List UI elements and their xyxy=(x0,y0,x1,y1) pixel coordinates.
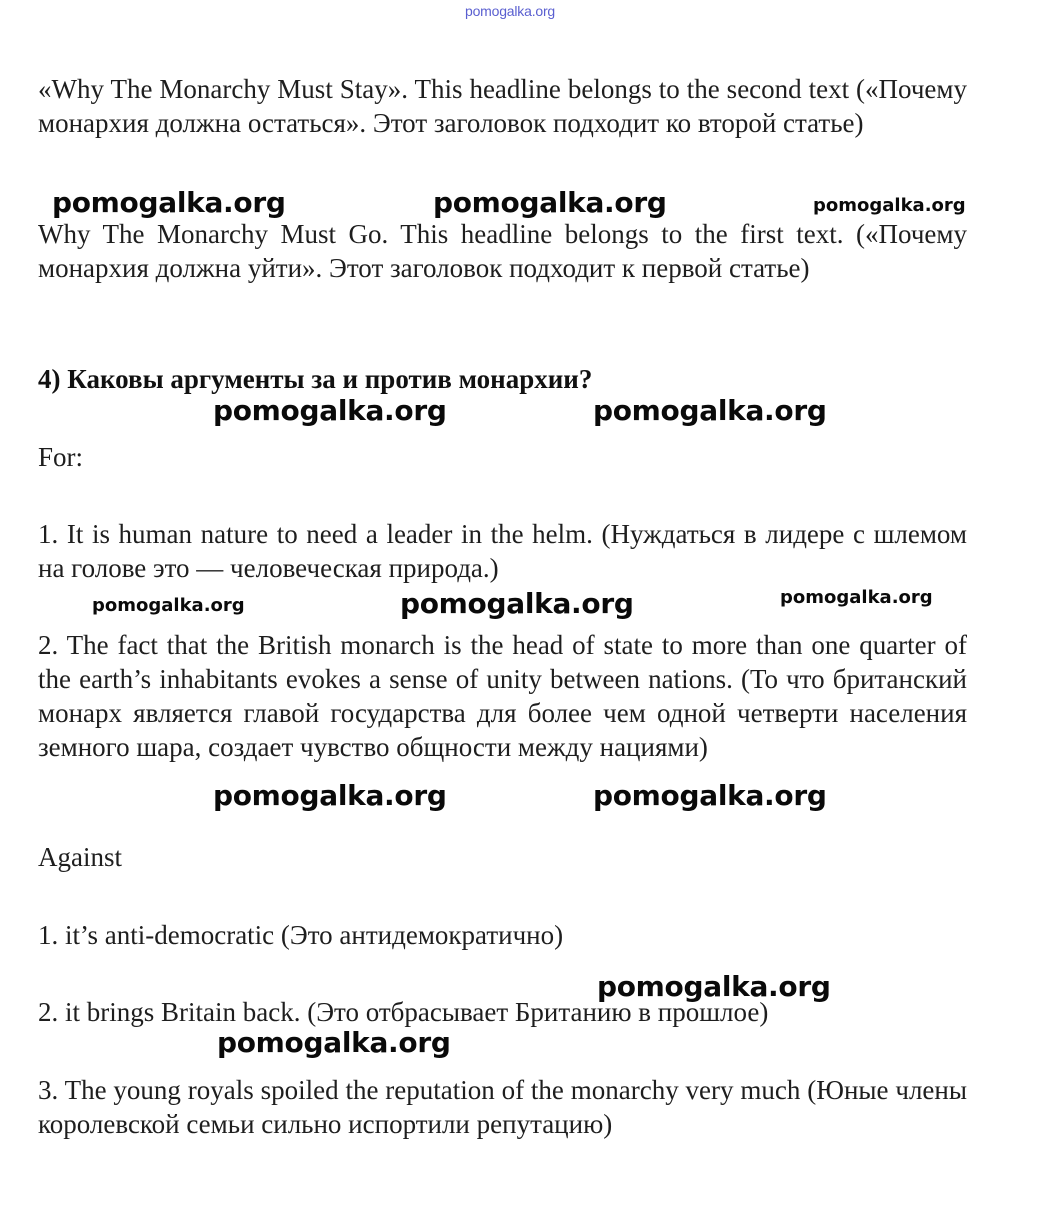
paragraph-headline-stay: «Why The Monarchy Must Stay». This headline belongs to the second text («Почему монархия должна остаться». Этот заголовок подходит ко второй статье) xyxy=(38,74,967,138)
watermark: pomogalka.org xyxy=(400,587,634,620)
watermark: pomogalka.org xyxy=(92,595,245,616)
against-argument-3: 3. The young royals spoiled the reputation of the monarchy very much (Юные члены королевской семьи сильно испортили репутацию) xyxy=(38,1075,967,1139)
paragraph-headline-go: Why The Monarchy Must Go. This headline belongs to the first text. («Почему монархия должна уйти». Этот заголовок подходит к первой статье) xyxy=(38,219,967,283)
against-argument-2: 2. it brings Britain back. (Это отбрасывает Британию в прошлое) xyxy=(38,997,769,1027)
watermark: pomogalka.org xyxy=(213,779,447,812)
section-heading: 4) Каковы аргументы за и против монархии? xyxy=(38,364,593,394)
for-argument-1: 1. It is human nature to need a leader in the helm. (Нуждаться в лидере с шлемом на голове это — человеческая природа.) xyxy=(38,519,967,583)
watermark: pomogalka.org xyxy=(597,970,831,1003)
watermark: pomogalka.org xyxy=(213,394,447,427)
watermark: pomogalka.org xyxy=(217,1026,451,1059)
top-watermark: pomogalka.org xyxy=(465,3,556,19)
watermark: pomogalka.org xyxy=(52,186,286,219)
watermark: pomogalka.org xyxy=(593,394,827,427)
watermark: pomogalka.org xyxy=(780,587,933,608)
watermark: pomogalka.org xyxy=(813,195,966,216)
watermark: pomogalka.org xyxy=(593,779,827,812)
watermark: pomogalka.org xyxy=(433,186,667,219)
against-label: Against xyxy=(38,842,122,872)
for-label: For: xyxy=(38,442,84,472)
against-argument-1: 1. it’s anti-democratic (Это антидемократично) xyxy=(38,920,564,950)
for-argument-2: 2. The fact that the British monarch is the head of state to more than one quarter of the earth’s inhabitants evokes a sense of unity between nations. (То что британский монарх является главой государства для более чем одной четверти населения земного шара, создает чувство общности между нациями) xyxy=(38,630,967,762)
